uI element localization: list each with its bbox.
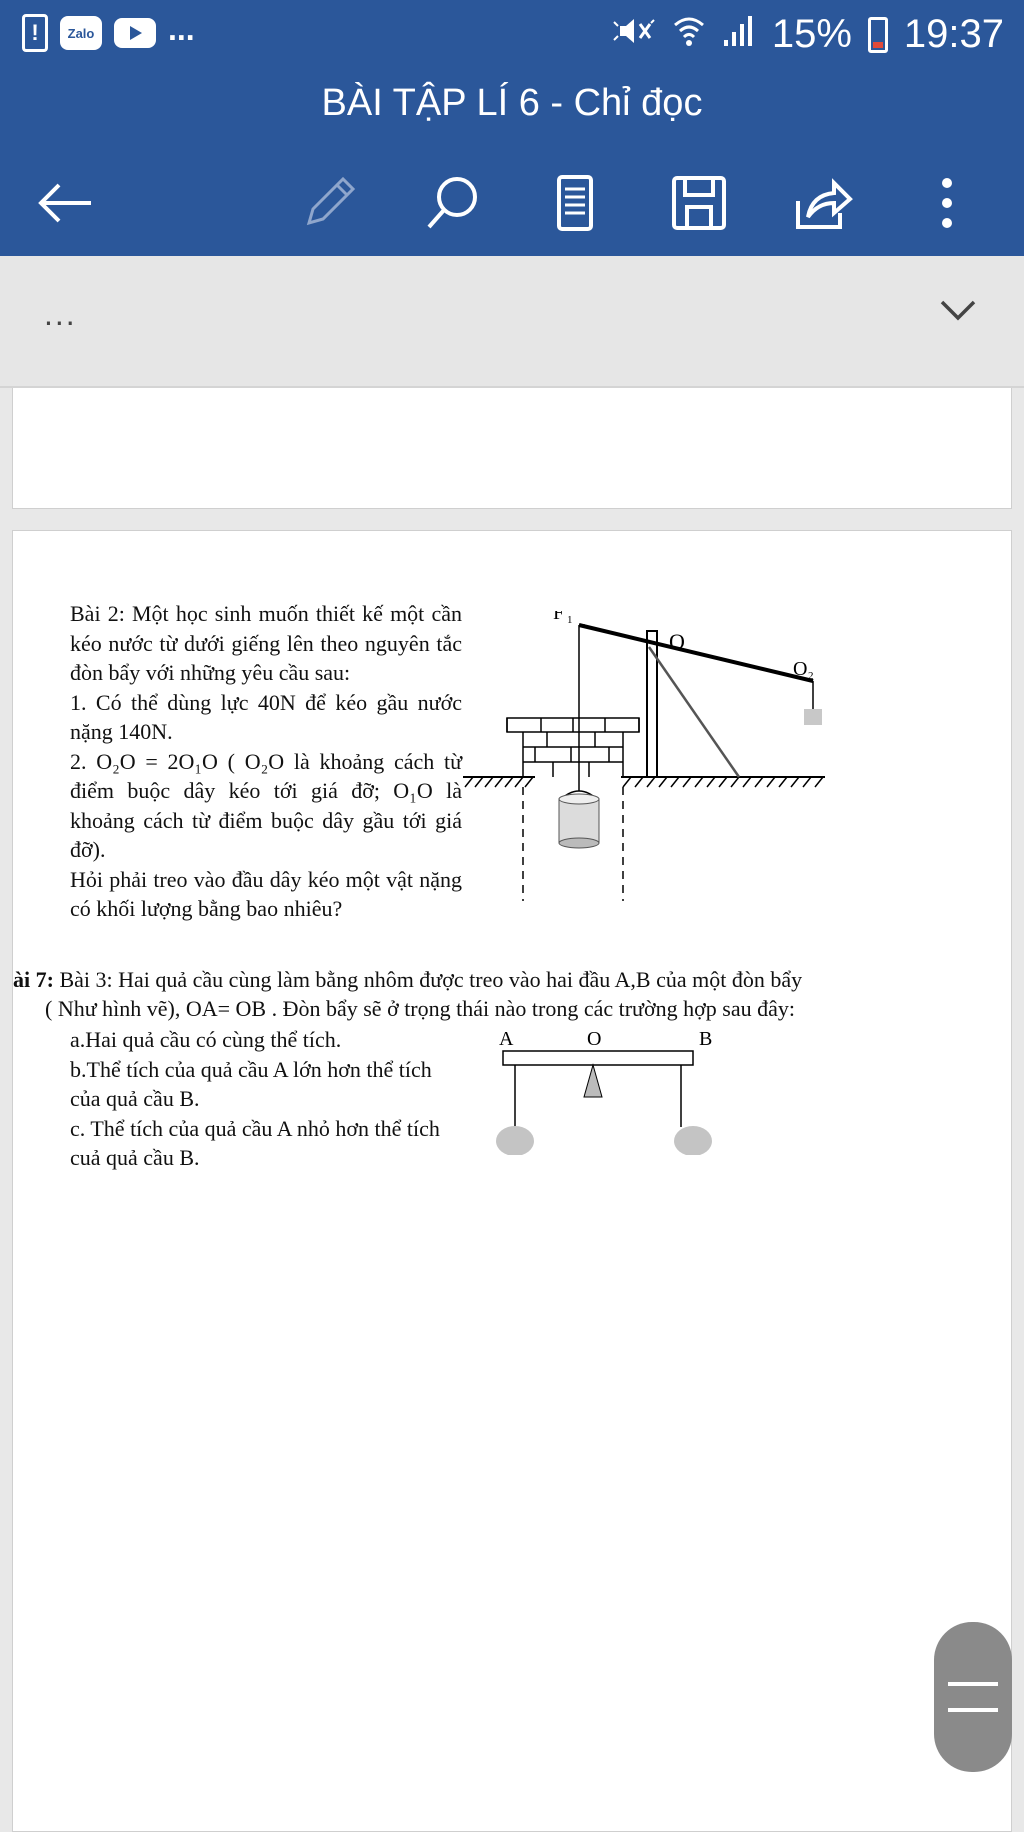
balance-lever-figure — [483, 1025, 723, 1155]
problem-2-text — [70, 599, 462, 924]
problem-2-requirement-1: 1. Có thể dùng lực 40N để kéo gầu nước nặng 140N. — [70, 689, 462, 744]
wifi-icon — [672, 13, 706, 57]
battery-icon — [868, 17, 888, 53]
problem-2-intro: Bài 2: Một học sinh muốn thiết kế một cần kéo nước từ dưới giếng lên theo nguyên tắc đòn bẩy với những yêu cầu sau: — [70, 601, 462, 685]
well-lever-drawing — [463, 611, 843, 901]
label-o: O — [587, 1028, 602, 1050]
toolbar — [0, 160, 1024, 252]
problem-3-options — [70, 1025, 440, 1173]
problem-2-requirement-2: 2. O₂O = 2O₁O ( O₂O là khoảng cách từ điểm buộc dây kéo tới giá đỡ; O₁O là khoảng cách từ điểm buộc dây gầu tới giá đỡ). — [70, 748, 462, 862]
alert-icon: ! — [22, 14, 48, 52]
chevron-down-icon[interactable] — [938, 298, 978, 327]
ribbon-more-button[interactable]: ... — [44, 296, 77, 332]
reading-view-button[interactable] — [540, 160, 610, 246]
problem-3-option-a: a.Hai quả cầu có cùng thể tích. — [70, 1027, 342, 1052]
zalo-icon: Zalo — [60, 16, 102, 50]
scroll-handle[interactable] — [934, 1622, 1012, 1772]
youtube-icon — [114, 18, 156, 48]
label-o2: O — [793, 658, 808, 680]
problem-3-intro-line-2: ( Như hình vẽ), OA= OB . Đòn bẩy sẽ ở trọng thái nào trong các trường hợp sau đây: — [45, 996, 795, 1021]
label-b: B — [699, 1028, 713, 1050]
problem-3-intro-line-1 — [13, 965, 1003, 995]
more-options-button[interactable] — [912, 160, 982, 246]
share-button[interactable] — [788, 160, 858, 246]
well-lever-figure — [463, 611, 843, 901]
document-page-previous — [12, 388, 1012, 509]
problem-3-option-b: b.Thể tích của quả cầu A lớn hơn thể tích của quả cầu B. — [70, 1056, 432, 1111]
more-notifications: ... — [168, 10, 195, 47]
clock: 19:37 — [903, 12, 1004, 56]
problem-3-prefix: ài 7: — [13, 967, 54, 992]
search-button[interactable] — [418, 160, 488, 246]
label-o2-subscript: 2 — [808, 670, 814, 682]
signal-icon — [722, 14, 756, 56]
document-title: BÀI TẬP LÍ 6 - Chỉ đọc — [321, 82, 703, 124]
label-f1: F — [553, 611, 565, 624]
save-button[interactable] — [664, 160, 734, 246]
app-bar — [0, 76, 1024, 256]
document-page[interactable] — [12, 530, 1012, 1832]
edit-button[interactable] — [294, 160, 364, 246]
problem-3-intro-text-1: Bài 3: Hai quả cầu cùng làm bằng nhôm được treo vào hai đầu A,B của một đòn bẩy — [59, 967, 803, 992]
back-button[interactable] — [30, 160, 100, 246]
balance-lever-drawing — [483, 1025, 723, 1155]
label-f1-subscript: 1 — [567, 614, 573, 626]
grip-icon — [948, 1682, 998, 1712]
ribbon-bar — [0, 256, 1024, 388]
status-bar — [0, 0, 1024, 76]
problem-3-option-c: c. Thể tích của quả cầu A nhỏ hơn thể tích cuả quả cầu B. — [70, 1115, 440, 1170]
mute-icon — [612, 14, 656, 56]
problem-2-question: Hỏi phải treo vào đầu dây kéo một vật nặng có khối lượng bằng bao nhiêu? — [70, 866, 462, 921]
label-o-pivot: O — [669, 629, 685, 654]
battery-percent: 15% — [771, 12, 852, 56]
label-a: A — [499, 1028, 514, 1050]
